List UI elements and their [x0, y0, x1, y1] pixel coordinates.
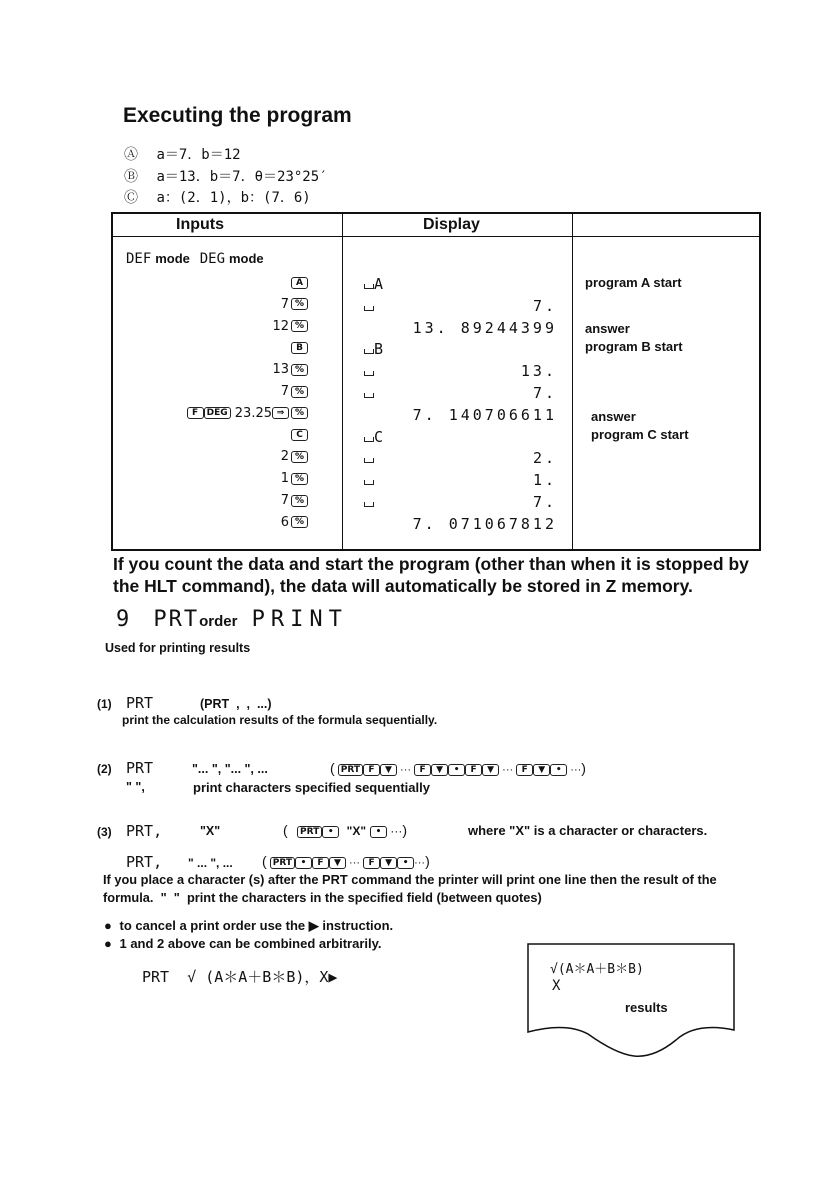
example-b-text: a＝13．b＝7．θ＝23°25′ — [156, 169, 328, 185]
display-text: A — [374, 275, 384, 293]
example-b — [124, 166, 328, 186]
display-text: 13. 89244399 — [412, 318, 557, 337]
display-cell — [364, 515, 557, 533]
input-value: 7 — [280, 384, 289, 399]
input-value: 6 — [280, 514, 289, 530]
item-3-desc: where "X" is a character or characters. — [468, 823, 708, 838]
item-3-syntax: "X" — [200, 824, 221, 838]
header-inputs: Inputs — [176, 216, 224, 233]
item-2-desc: print characters specified sequentially — [193, 780, 430, 795]
bullet-2-text: 1 and 2 above can be combined arbitrarily. — [119, 936, 382, 951]
display-text: C — [374, 427, 384, 446]
display-text: 7. — [532, 296, 557, 315]
input-cell — [281, 297, 308, 312]
display-cell — [364, 471, 557, 489]
key-1: DEG — [204, 407, 231, 419]
input-cell — [281, 493, 308, 508]
input-key: % — [291, 386, 308, 398]
prt-placement-note: If you place a character (s) after the PRT command the printer will print one line then the result of the formula. " " print the characters in the specified field (between quotes) — [103, 872, 721, 905]
note-cell: answer — [591, 409, 636, 424]
display-cell — [364, 449, 557, 467]
input-cell — [272, 362, 308, 377]
display-cell — [364, 340, 383, 358]
input-cell — [289, 275, 308, 290]
item-1-cmd: PRT — [126, 694, 154, 712]
bullet-1-text: to cancel a print order use the ▶ instruction. — [119, 918, 394, 933]
item-2-num: (2) — [97, 762, 112, 776]
printout-line-1: √(A＊A＋B＊B) — [550, 962, 644, 977]
display-cell — [364, 275, 383, 293]
item-2-quote: " ", — [126, 780, 145, 794]
item-3-num: (3) — [97, 825, 112, 839]
bullet-dot: ● — [104, 918, 112, 933]
item-4-cmd: PRT, — [126, 853, 163, 871]
example-a — [124, 144, 241, 164]
space-marker — [364, 502, 374, 507]
input-value: 7 — [280, 493, 289, 508]
input-key: C — [291, 429, 308, 441]
marker-a: Ⓐ — [124, 147, 138, 163]
input-cell — [272, 319, 308, 334]
input-key: A — [291, 277, 308, 289]
space-marker — [364, 349, 374, 354]
section-print: PRINT — [251, 607, 348, 632]
item-1-num: (1) — [97, 697, 112, 711]
display-cell — [364, 428, 383, 446]
example-statement: PRT √ (A＊A＋B＊B)，X▶ — [142, 968, 338, 986]
display-text: 7. — [532, 384, 557, 402]
key-0: F — [187, 407, 204, 419]
input-key: % — [291, 407, 308, 419]
space-marker — [364, 437, 374, 442]
item-2-syntax: "... ", "... ", ... — [192, 762, 268, 776]
input-key: % — [291, 320, 308, 332]
input-value: 1 — [280, 471, 289, 487]
input-cell — [289, 428, 308, 443]
bullet-2 — [104, 936, 382, 951]
header-display: Display — [423, 216, 480, 233]
input-key: % — [291, 495, 308, 507]
item-2-keys: ( PRT F ▼ ··· F ▼ • F ▼ ··· F ▼ • ···) — [330, 760, 586, 776]
display-cell — [364, 384, 557, 402]
display-text: B — [374, 340, 384, 359]
item-2-cmd: PRT — [126, 759, 154, 777]
note-cell: answer — [585, 321, 630, 336]
section-order: order — [199, 613, 238, 630]
space-marker — [364, 284, 374, 289]
used-for: Used for printing results — [105, 641, 251, 655]
space-marker — [364, 306, 374, 311]
note-cell: program B start — [585, 339, 683, 354]
input-cell — [281, 384, 308, 399]
item-4-keys: ( PRT • F ▼ ··· F ▼ • ···) — [262, 853, 430, 869]
item-1-desc: print the calculation results of the formula sequentially. — [122, 713, 438, 727]
marker-c: Ⓒ — [124, 190, 138, 206]
space-marker — [364, 458, 374, 463]
storage-note: If you count the data and start the program (other than when it is stopped by the HLT command), the data will automatically be stored in Z memory. — [113, 554, 749, 596]
printout-line-3: results — [625, 1000, 668, 1015]
input-cell — [289, 340, 308, 355]
table-col-divider-1 — [342, 212, 343, 551]
display-cell — [364, 362, 557, 380]
display-cell — [364, 406, 557, 424]
input-value: 2 — [280, 449, 289, 465]
input-key: % — [291, 451, 308, 463]
mode-label-1: mode — [155, 251, 190, 266]
bullet-1 — [104, 918, 393, 934]
display-text: 7. 071067812 — [412, 514, 557, 533]
item-3-keys: ( PRT • "X" • ···) — [283, 822, 408, 838]
example-c-text: a：(2．1)，b：(7．6) — [156, 190, 311, 206]
printout-line-2: X — [552, 978, 561, 994]
section-number: 9 — [116, 607, 132, 632]
display-text: 1. — [532, 471, 557, 490]
input-cell — [187, 406, 308, 421]
display-cell — [364, 493, 557, 511]
input-key: % — [291, 364, 308, 376]
note-cell: program A start — [585, 275, 682, 290]
display-cell — [364, 319, 557, 337]
input-value: 13 — [272, 362, 289, 378]
display-text: 7. — [532, 493, 557, 511]
convert-key: ⇒ — [272, 407, 289, 419]
input-key: B — [291, 342, 308, 354]
item-3-cmd: PRT, — [126, 822, 163, 840]
example-c — [124, 187, 311, 207]
note-cell: program C start — [591, 427, 689, 442]
table-col-divider-2 — [572, 212, 573, 551]
input-cell — [281, 471, 308, 486]
input-cell — [281, 515, 308, 530]
display-text: 2. — [532, 449, 557, 468]
input-cell — [281, 449, 308, 464]
def-label: DEF — [126, 251, 152, 267]
space-marker — [364, 393, 374, 398]
input-key: % — [291, 516, 308, 528]
input-value: 12 — [272, 318, 289, 334]
display-text: 13. — [520, 362, 557, 381]
mode-label-2: mode — [228, 251, 264, 266]
item-4-syntax: " ... ", ... — [188, 856, 233, 870]
deg-label: DEG — [199, 251, 226, 267]
display-text: 7. 140706611 — [412, 405, 557, 424]
bullet-dot: ● — [104, 936, 112, 951]
input-key: % — [291, 473, 308, 485]
marker-b: Ⓑ — [124, 169, 138, 185]
item-1-syntax: (PRT , , ...) — [200, 697, 272, 711]
page-title: Executing the program — [123, 104, 352, 127]
example-a-text: a＝7．b＝12 — [156, 147, 241, 163]
input-value: 23.25 — [234, 405, 272, 421]
mode-line — [126, 250, 264, 267]
input-value: 7 — [280, 296, 289, 312]
space-marker — [364, 371, 374, 376]
input-key: % — [291, 298, 308, 310]
space-marker — [364, 480, 374, 485]
table-header-divider — [111, 236, 761, 237]
display-cell — [364, 297, 557, 315]
section-cmd: PRT — [153, 607, 200, 632]
section-heading — [116, 606, 348, 632]
